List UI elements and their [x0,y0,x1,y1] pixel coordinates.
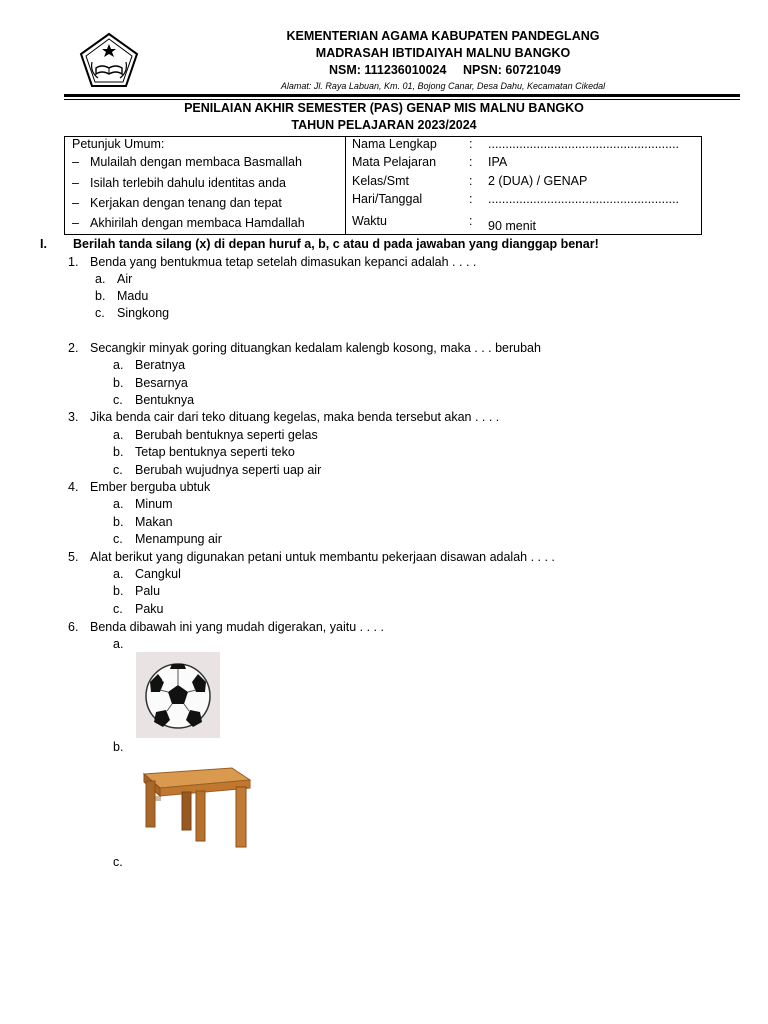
option-letter[interactable]: c. [113,463,123,477]
identity-label: Mata Pelajaran [352,155,437,169]
question-text: Benda dibawah ini yang mudah digerakan, yaitu . . . . [90,620,384,634]
option-letter[interactable]: c. [95,306,105,320]
option-letter[interactable]: b. [113,740,124,754]
identity-colon: : [469,155,473,169]
option-text: Air [117,272,133,286]
option-letter[interactable]: c. [113,532,123,546]
identity-label: Nama Lengkap [352,137,437,151]
school-address: Alamat: Jl. Raya Labuan, Km. 01, Bojong Canar, Desa Dahu, Kecamatan Cikedal [280,81,606,91]
option-text: Besarnya [135,376,188,390]
option-letter[interactable]: b. [113,515,124,529]
option-text: Minum [135,497,173,511]
school-name: MADRASAH IBTIDAIYAH MALNU BANGKO [315,46,571,60]
question-number: 5. [68,550,79,564]
option-text: Bentuknya [135,393,195,407]
npsn-number: NPSN: 60721049 [463,63,561,77]
identity-colon: : [469,174,473,188]
question-text: Jika benda cair dari teko dituang kegelas, maka benda tersebut akan . . . . [90,410,500,424]
question-number: 4. [68,480,79,494]
option-letter[interactable]: c. [113,393,123,407]
instruction-item: – Akhirilah dengan membaca Hamdallah [72,216,305,230]
question-number: 2. [68,341,79,355]
section-numeral: I. [40,237,47,251]
instruction-item: – Kerjakan dengan tenang dan tepat [72,196,282,210]
option-letter[interactable]: a. [95,272,106,286]
option-text: Singkong [117,306,170,320]
option-letter[interactable]: b. [95,289,106,303]
option-text: Menampung air [135,532,222,546]
time-value: 90 menit [488,219,536,233]
header-rule-thin [64,99,740,100]
option-letter[interactable]: b. [113,376,124,390]
option-text: Berubah wujudnya seperti uap air [135,463,322,477]
instructions-title: Petunjuk Umum: [72,137,165,151]
option-text: Tetap bentuknya seperti teko [135,445,295,459]
instruction-item: – Mulailah dengan membaca Basmallah [72,155,302,169]
question-text: Secangkir minyak goring dituangkan kedalam kalengb kosong, maka . . . berubah [90,341,541,355]
option-letter[interactable]: a. [113,637,124,651]
question-number: 6. [68,620,79,634]
exam-year: TAHUN PELAJARAN 2023/2024 [291,118,477,132]
option-letter[interactable]: b. [113,445,124,459]
option-text: Madu [117,289,149,303]
question-text: Ember berguba ubtuk [90,480,211,494]
info-box-divider [345,136,346,235]
exam-title: PENILAIAN AKHIR SEMESTER (PAS) GENAP MIS MALNU BANGKO [184,101,584,115]
option-letter[interactable]: a. [113,358,124,372]
option-text: Beratnya [135,358,186,372]
name-field[interactable]: ....................................................... [488,137,680,151]
identity-colon: : [469,214,473,228]
date-field[interactable]: ....................................................... [488,192,680,206]
option-letter[interactable]: a. [113,428,124,442]
option-text: Berubah bentuknya seperti gelas [135,428,318,442]
section-instruction: Berilah tanda silang (x) di depan huruf a, b, c atau d pada jawaban yang dianggap benar! [73,237,599,251]
identity-colon: : [469,192,473,206]
option-letter[interactable]: c. [113,602,123,616]
nsm-number: NSM: 111236010024 [329,63,447,77]
ministry-name: KEMENTERIAN AGAMA KABUPATEN PANDEGLANG [286,29,600,43]
identity-label: Hari/Tanggal [352,192,423,206]
subject-value: IPA [488,155,508,169]
soccer-ball-icon [136,652,220,738]
option-letter[interactable]: a. [113,497,124,511]
option-letter[interactable]: b. [113,584,124,598]
header-rule-thick [64,94,740,97]
instruction-item: – Isilah terlebih dahulu identitas anda [72,176,286,190]
question-text: Benda yang bentukmua tetap setelah dimasukan kepanci adalah . . . . [90,255,477,269]
class-value: 2 (DUA) / GENAP [488,174,588,188]
option-letter[interactable]: c. [113,855,123,869]
option-text: Makan [135,515,173,529]
identity-label: Kelas/Smt [352,174,409,188]
option-letter[interactable]: a. [113,567,124,581]
option-text: Palu [135,584,161,598]
question-text: Alat berikut yang digunakan petani untuk membantu pekerjaan disawan adalah . . . . [90,550,555,564]
question-number: 3. [68,410,79,424]
question-number: 1. [68,255,79,269]
option-text: Cangkul [135,567,181,581]
wooden-table-icon [136,764,252,856]
identity-label: Waktu [352,214,387,228]
option-text: Paku [135,602,164,616]
identity-colon: : [469,137,473,151]
